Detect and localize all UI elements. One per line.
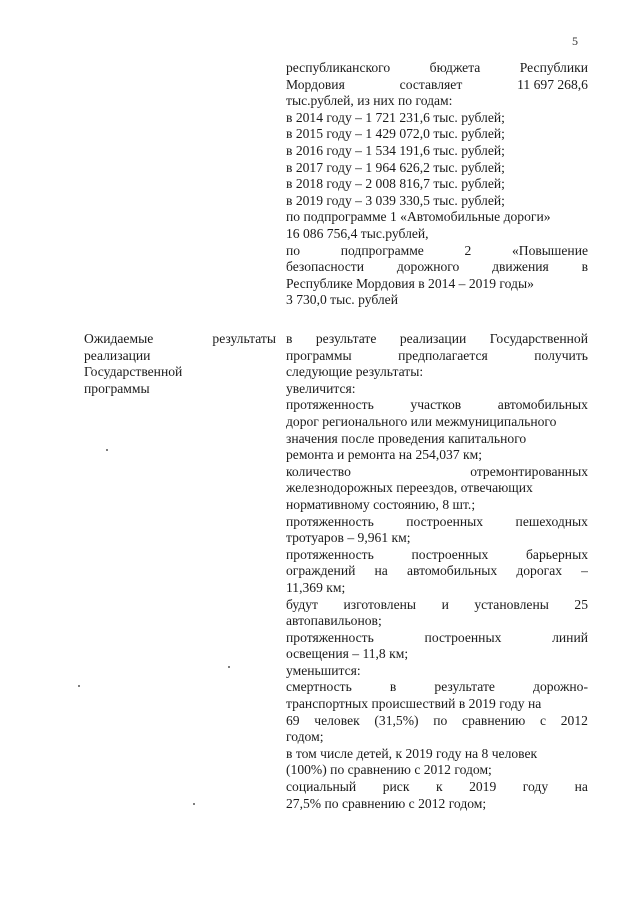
budget-year-2018: в 2018 году – 2 008 816,7 тыс. рублей;: [286, 176, 505, 192]
scan-speck: [106, 449, 108, 451]
expected-results-text: в результате реализации Государственной программы предполагается получить следующие результаты: увеличится: протяженность участков автомобильных дорог регионального или межмуниципального значения после проведения капитального ремонта и ремонта на 254,037 км; количество отремонтированных железнодорожных переездов, отвечающих нормативному состоянию, 8 шт.; протяженность построенных пешеходных тротуаров – 9,961 км; протяженность построенных барьерных ограждений на автомобильных дорогах – 11,369 км; будут изготовлены и установлены 25 автопавильонов; протяженность построенных линий освещения – 11,8 км; уменьшится: смертность в результате дорожно- транспортных происшествий в 2019 году на 69 человек (31,5%) по сравнению с 2012 годом; в том числе детей, к 2019 году на 8 человек (100%) по сравнению с 2012 годом; социальный риск к 2019 году на 27,5% по сравнению с 2012 годом;: [286, 331, 588, 811]
increase-heading: увеличится:: [286, 380, 356, 396]
page-number: 5: [572, 34, 578, 48]
subprogram-1-amount: 16 086 756,4 тыс.рублей,: [286, 225, 429, 241]
subprogram-1-title: по подпрограмме 1 «Автомобильные дороги»: [286, 209, 551, 225]
subprogram-2-amount: 3 730,0 тыс. рублей: [286, 292, 398, 308]
budget-line-2: Мордовия составляет 11 697 268,6: [286, 76, 588, 92]
scan-speck: [193, 803, 195, 805]
budget-year-2017: в 2017 году – 1 964 626,2 тыс. рублей;: [286, 159, 505, 175]
scan-speck: [78, 685, 80, 687]
budget-year-2014: в 2014 году – 1 721 231,6 тыс. рублей;: [286, 109, 505, 125]
subprogram-2-line-2: безопасности дорожного движения в: [286, 259, 588, 275]
budget-section: [286, 60, 588, 309]
budget-year-2016: в 2016 году – 1 534 191,6 тыс. рублей;: [286, 142, 505, 158]
subprogram-2-line-1: по подпрограмме 2 «Повышение: [286, 242, 588, 258]
budget-line-1: республиканского бюджета Республики: [286, 60, 588, 75]
budget-year-2015: в 2015 году – 1 429 072,0 тыс. рублей;: [286, 126, 505, 142]
subprogram-2-line-3: Республике Мордовия в 2014 – 2019 годы»: [286, 275, 534, 291]
scan-speck: [228, 666, 230, 668]
decrease-heading: уменьшится:: [286, 662, 361, 678]
budget-line-3: тыс.рублей, из них по годам:: [286, 93, 453, 109]
expected-results-label: Ожидаемые результаты реализации Государственной программы: [84, 331, 276, 396]
budget-year-2019: в 2019 году – 3 039 330,5 тыс. рублей;: [286, 192, 505, 208]
